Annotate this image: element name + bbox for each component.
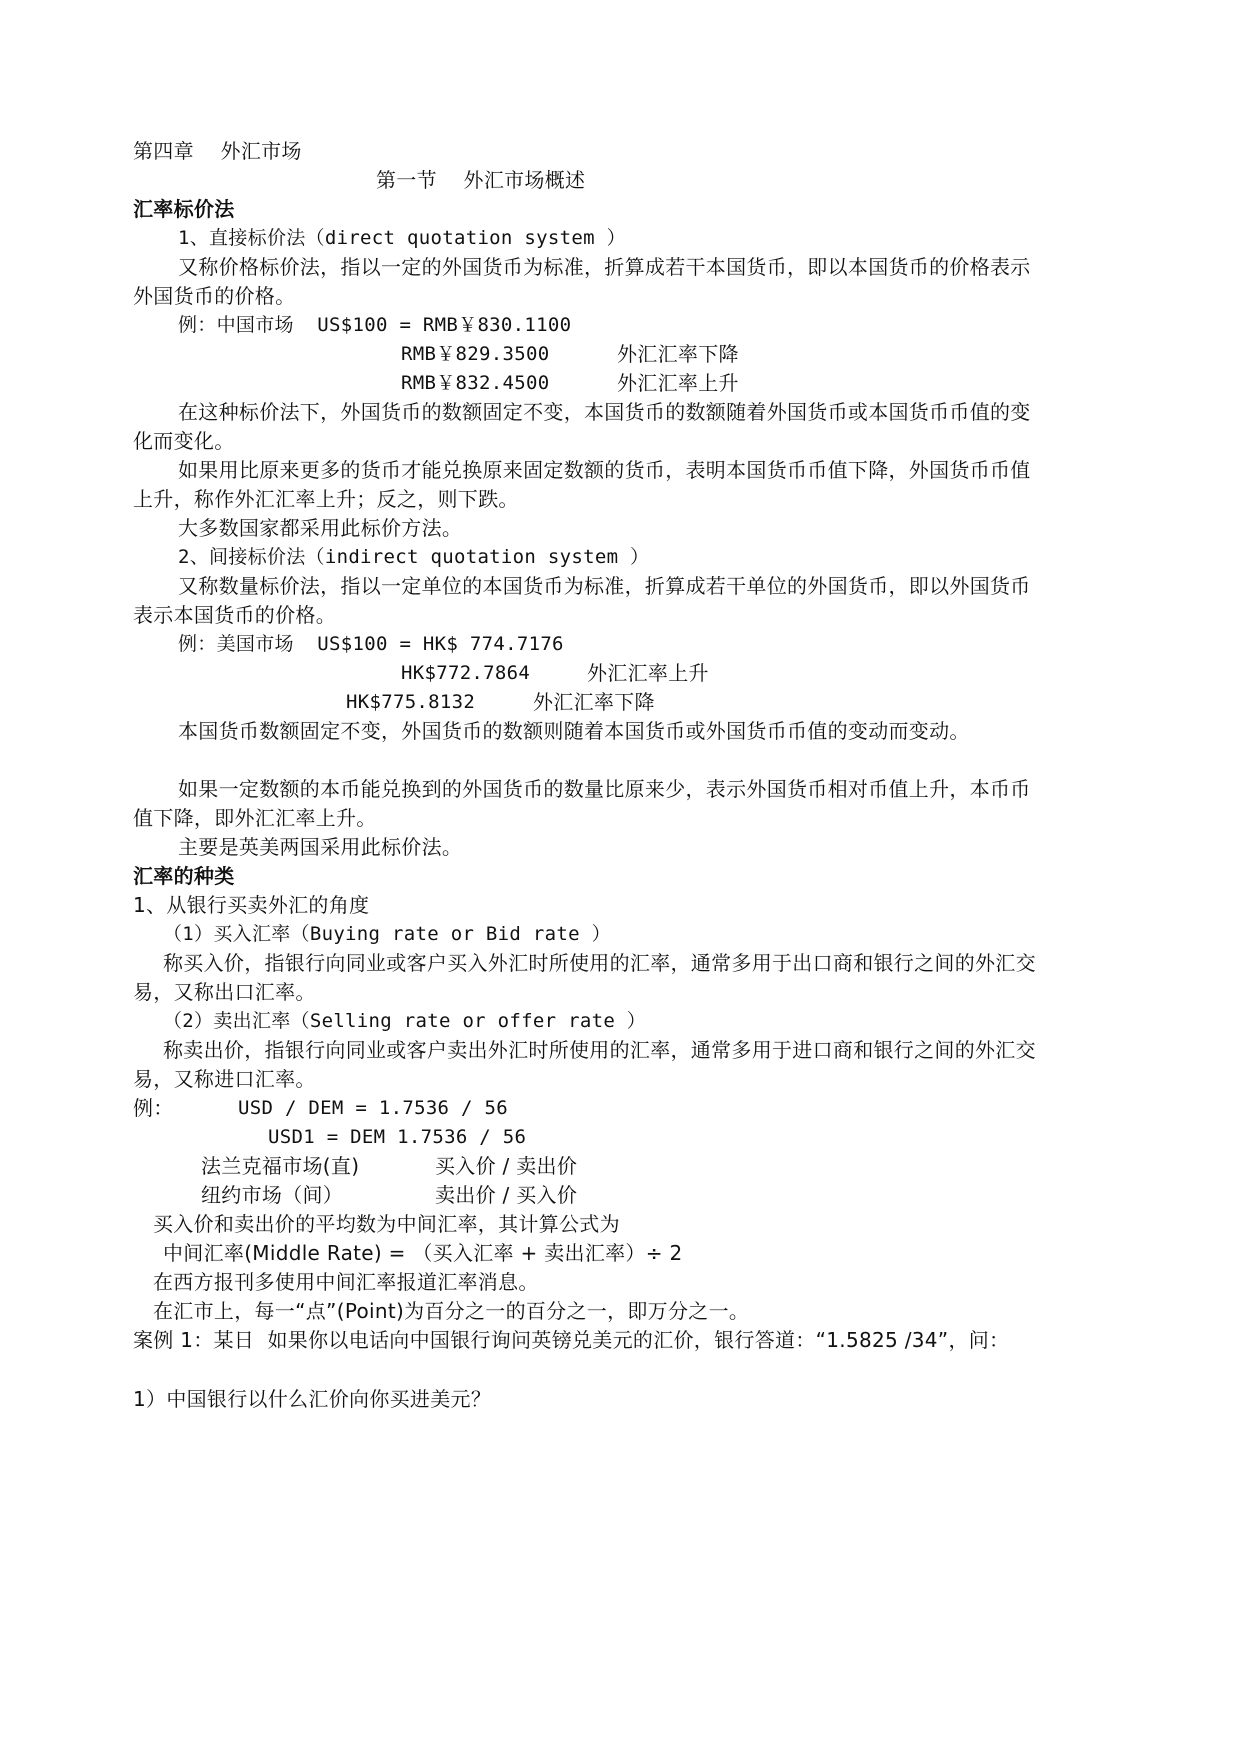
buying-rate-title: （1）买入汇率（Buying rate or Bid rate ） [163,923,611,945]
direct-desc-line1: 又称价格标价法，指以一定的外国货币为标准，折算成若干本国货币，即以本国货币的价格表示 [178,255,1031,279]
middle-rate-intro: 买入价和卖出价的平均数为中间汇率，其计算公式为 [153,1212,620,1236]
newyork-market-value: 卖出价 / 买入价 [435,1183,578,1207]
direct-para1-line1: 在这种标价法下，外国货币的数额固定不变，本国货币的数额随着外国货币或本国货币币值的变 [178,400,1031,424]
middle-rate-formula: 中间汇率(Middle Rate) = （买入汇率 + 卖出汇率）÷ 2 [163,1241,683,1265]
direct-para1-line2: 化而变化。 [133,429,235,453]
direct-desc-line2: 外国货币的价格。 [133,284,296,308]
indirect-desc-line2: 表示本国货币的价格。 [133,603,336,627]
types-example-eq2: USD1 = DEM 1.7536 / 56 [268,1126,527,1148]
indirect-example-row3-note: 外汇汇率下降 [533,690,655,714]
chapter-title: 第四章 外汇市场 [133,139,302,163]
case1-q1: 1）中国银行以什么汇价向你买进美元？ [133,1387,492,1411]
indirect-para2-line2: 值下降，即外汇汇率上升。 [133,806,377,830]
middle-rate-usage: 在西方报刊多使用中间汇率报道汇率消息。 [153,1270,539,1294]
case1-question: 案例 1：某日 如果你以电话向中国银行询问英镑兑美元的汇价，银行答道：“1.5825 /34”，问： [133,1328,1010,1352]
direct-example-line1: 例：中国市场 US$100 = RMB￥830.1100 [178,314,572,336]
direct-example-row3-note: 外汇汇率上升 [617,371,739,395]
indirect-para1: 本国货币数额固定不变，外国货币的数额则随着本国货币或外国货币币值的变动而变动。 [178,719,970,743]
selling-rate-title: （2）卖出汇率（Selling rate or offer rate ） [163,1010,647,1032]
types-example-eq1: USD / DEM = 1.7536 / 56 [238,1097,508,1119]
indirect-para3: 主要是英美两国采用此标价法。 [178,835,463,859]
indirect-example-line1: 例：美国市场 US$100 = HK$ 774.7176 [178,633,564,655]
indirect-example-row3-value: HK$775.8132 [346,691,476,713]
newyork-market-label: 纽约市场（间） [201,1183,344,1207]
indirect-quotation-title: 2、间接标价法（indirect quotation system ） [178,546,650,568]
selling-rate-line1: 称卖出价，指银行向同业或客户卖出外汇时所使用的汇率，通常多用于进口商和银行之间的外汇交 [163,1038,1036,1062]
types-item1: 1、从银行买卖外汇的角度 [133,893,370,917]
indirect-example-row2-note: 外汇汇率上升 [587,661,709,685]
selling-rate-line2: 易，又称进口汇率。 [133,1067,316,1091]
frankfurt-market-value: 买入价 / 卖出价 [435,1154,578,1178]
heading-rate-types: 汇率的种类 [133,864,235,888]
point-definition: 在汇市上，每一“点”(Point)为百分之一的百分之一，即万分之一。 [153,1299,750,1323]
direct-para2-line1: 如果用比原来更多的货币才能兑换原来固定数额的货币，表明本国货币币值下降，外国货币币值 [178,458,1031,482]
heading-quotation-methods: 汇率标价法 [133,197,235,221]
frankfurt-market-label: 法兰克福市场(直) [201,1154,360,1178]
direct-example-row2-value: RMB￥829.3500 [401,343,550,365]
direct-example-row3-value: RMB￥832.4500 [401,372,550,394]
indirect-desc-line1: 又称数量标价法，指以一定单位的本国货币为标准，折算成若干单位的外国货币，即以外国货币 [178,574,1031,598]
section-title: 第一节 外汇市场概述 [376,168,586,192]
indirect-para2-line1: 如果一定数额的本币能兑换到的外国货币的数量比原来少，表示外国货币相对币值上升，本币币 [178,777,1031,801]
types-example-label: 例： [133,1096,174,1120]
direct-para2-line2: 上升，称作外汇汇率上升；反之，则下跌。 [133,487,519,511]
direct-quotation-title: 1、直接标价法（direct quotation system ） [178,227,626,249]
direct-example-row2-note: 外汇汇率下降 [617,342,739,366]
direct-para3: 大多数国家都采用此标价方法。 [178,516,463,540]
indirect-example-row2-value: HK$772.7864 [401,662,531,684]
buying-rate-line1: 称买入价，指银行向同业或客户买入外汇时所使用的汇率，通常多用于出口商和银行之间的外汇交 [163,951,1036,975]
buying-rate-line2: 易，又称出口汇率。 [133,980,316,1004]
